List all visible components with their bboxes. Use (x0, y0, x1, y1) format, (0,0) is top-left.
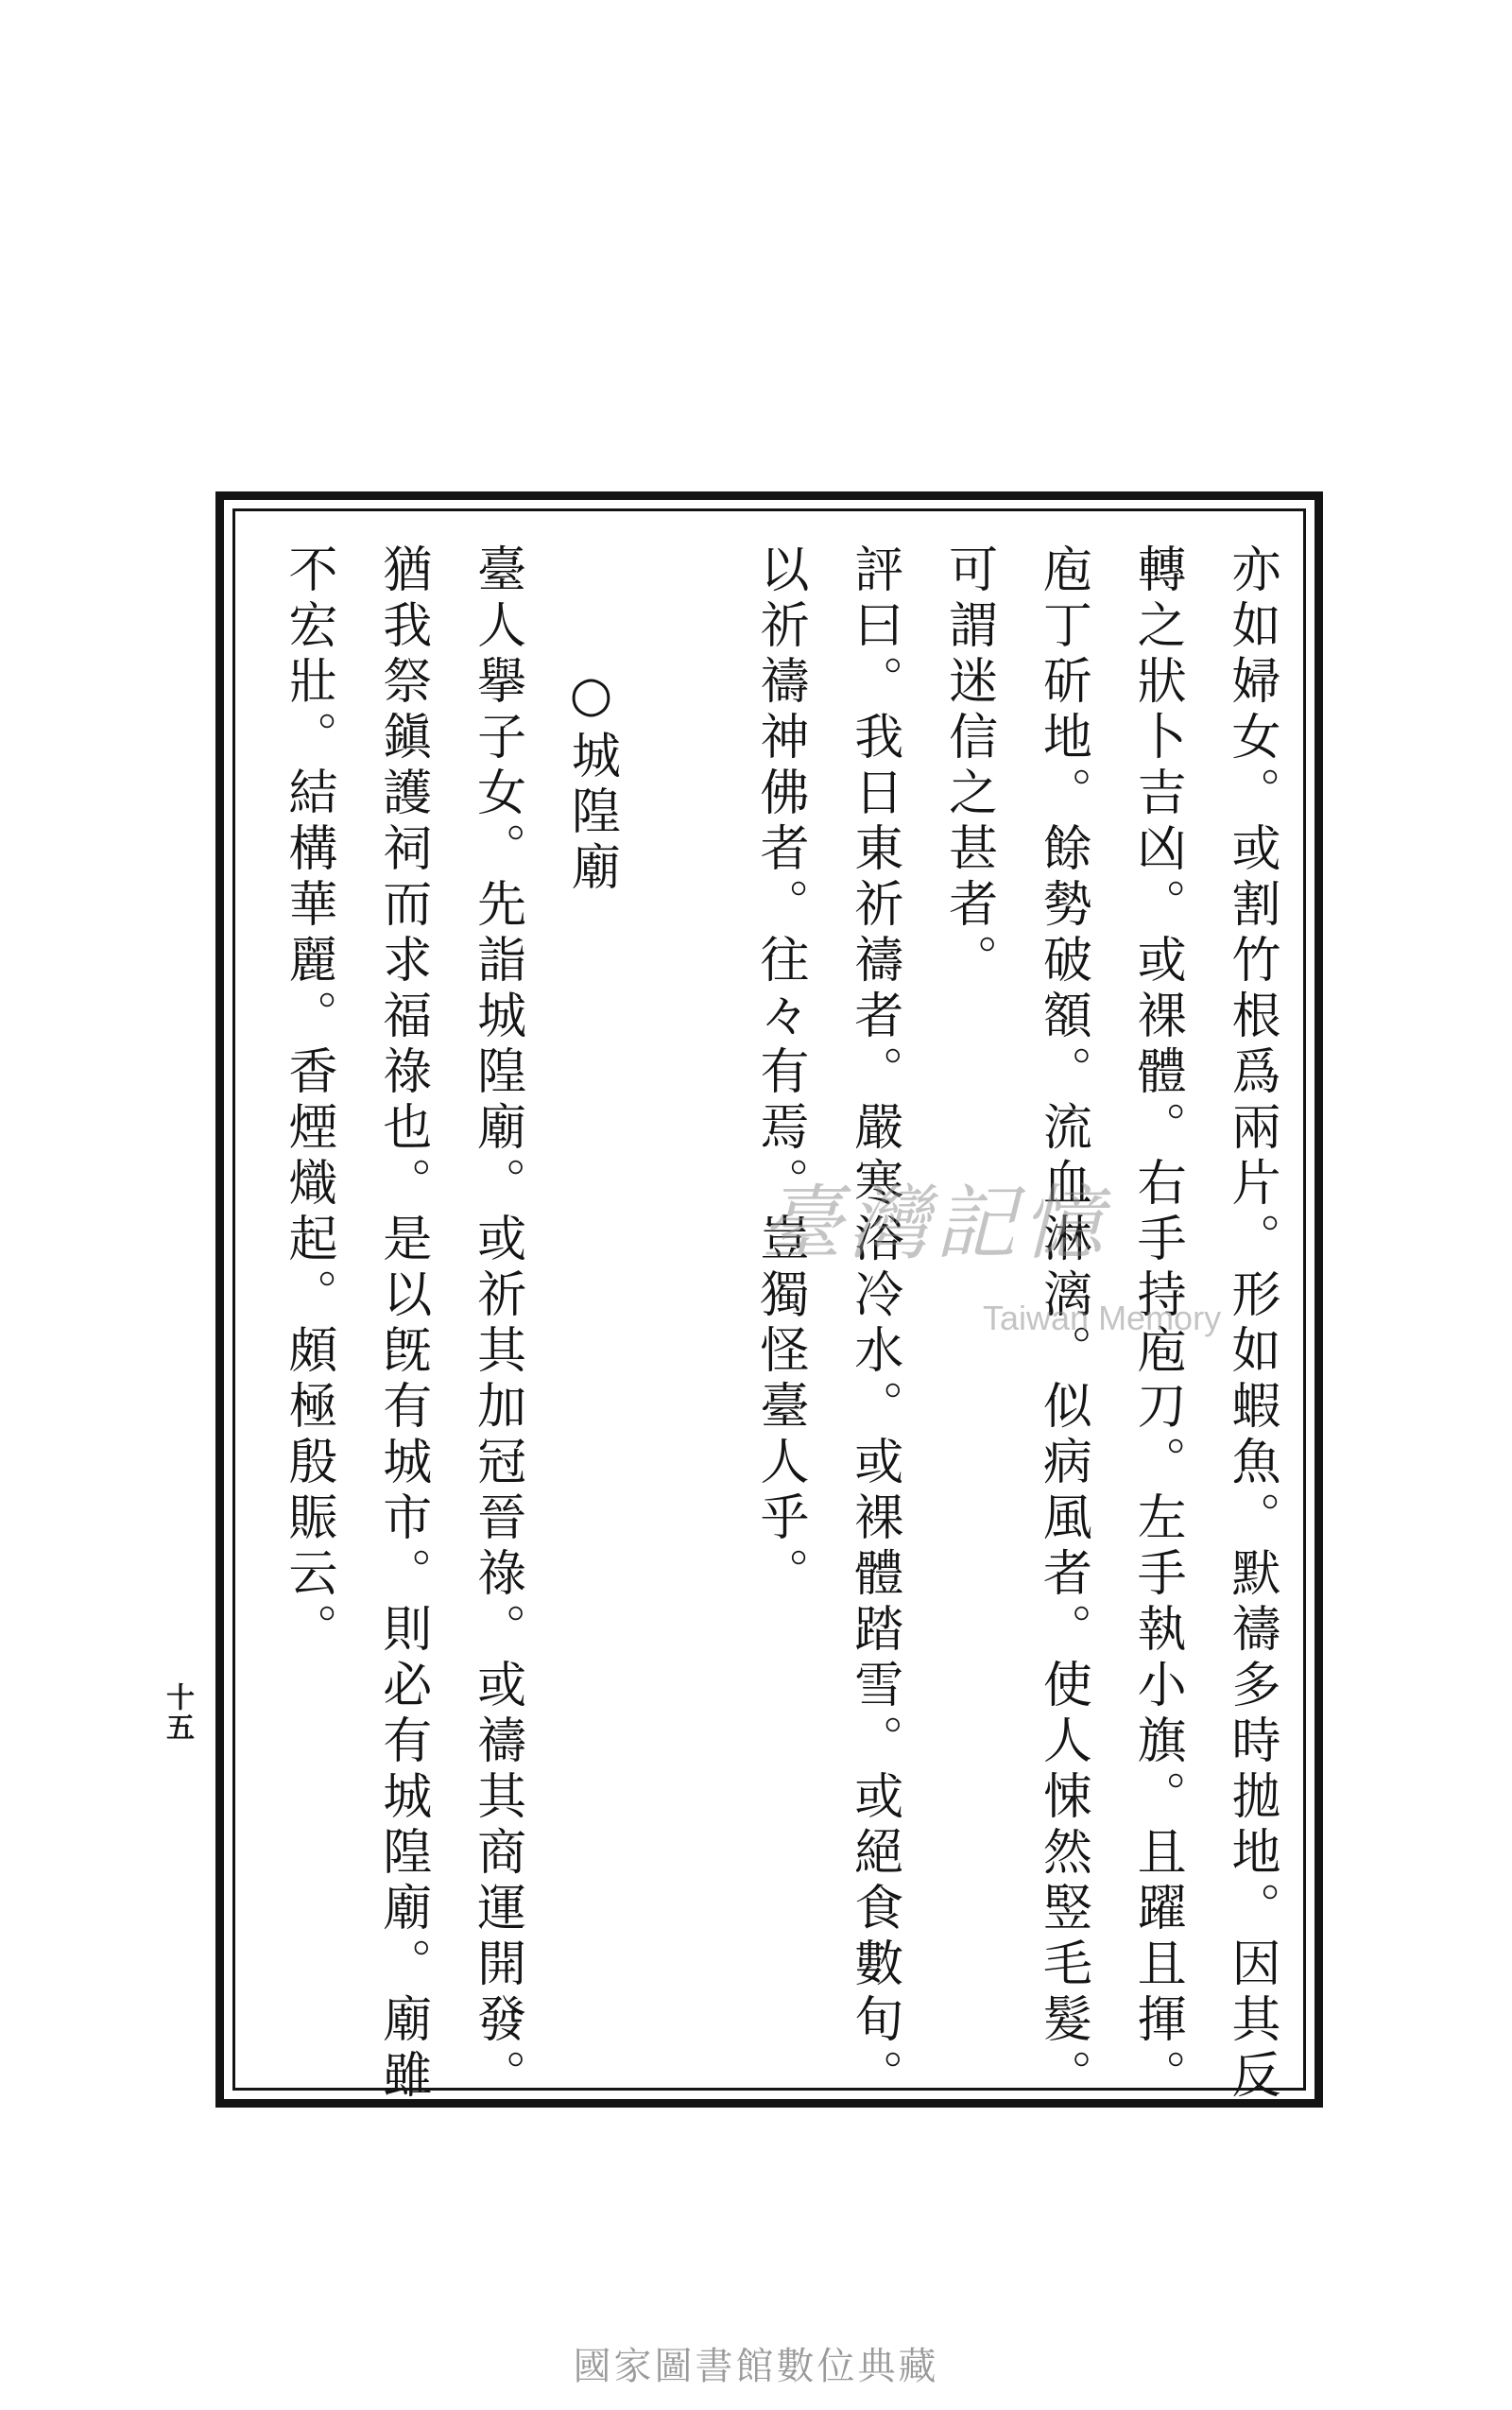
text-column-6: 以祈禱神佛者。往々有焉。豈獨怪臺人乎。 (750, 543, 808, 1603)
text-column-5: 評曰。我日東祈禱者。嚴寒浴冷水。或裸體踏雪。或絕食數旬。 (845, 543, 902, 2105)
footer-caption: 國家圖書館數位典藏 (573, 2345, 939, 2388)
watermark-english-text: Taiwan Memory (983, 1299, 1222, 1337)
text-column-10: 不宏壯。結構華麗。香煙熾起。頗極殷賑云。 (280, 543, 336, 1659)
watermark-chinese-text: 臺灣記憶 (761, 1177, 1108, 1271)
body-text (280, 543, 1280, 2105)
text-column-4: 可謂迷信之甚者。 (939, 543, 997, 990)
text-column-1: 亦如婦女。或割竹根爲兩片。形如蝦魚。默禱多時拋地。因其反 (1222, 543, 1280, 2105)
page-number: 十五 (161, 1682, 194, 1743)
text-column-2: 轉之狀卜吉凶。或裸體。右手持庖刀。左手執小旗。且躍且揮。 (1128, 543, 1186, 2105)
section-heading: ○城隍廟 (562, 666, 620, 897)
text-column-9: 猶我祭鎭護祠而求福祿也。是以旣有城市。則必有城隍廟。廟雖 (373, 543, 431, 2105)
column-gap (661, 543, 710, 553)
text-column-8: 臺人擧子女。先詣城隍廟。或祈其加冠晉祿。或禱其商運開發。 (468, 543, 525, 2105)
text-column-3: 庖丁斫地。餘勢破額。流血淋漓。似病風者。使人悚然竪毛髮。 (1034, 543, 1091, 2105)
